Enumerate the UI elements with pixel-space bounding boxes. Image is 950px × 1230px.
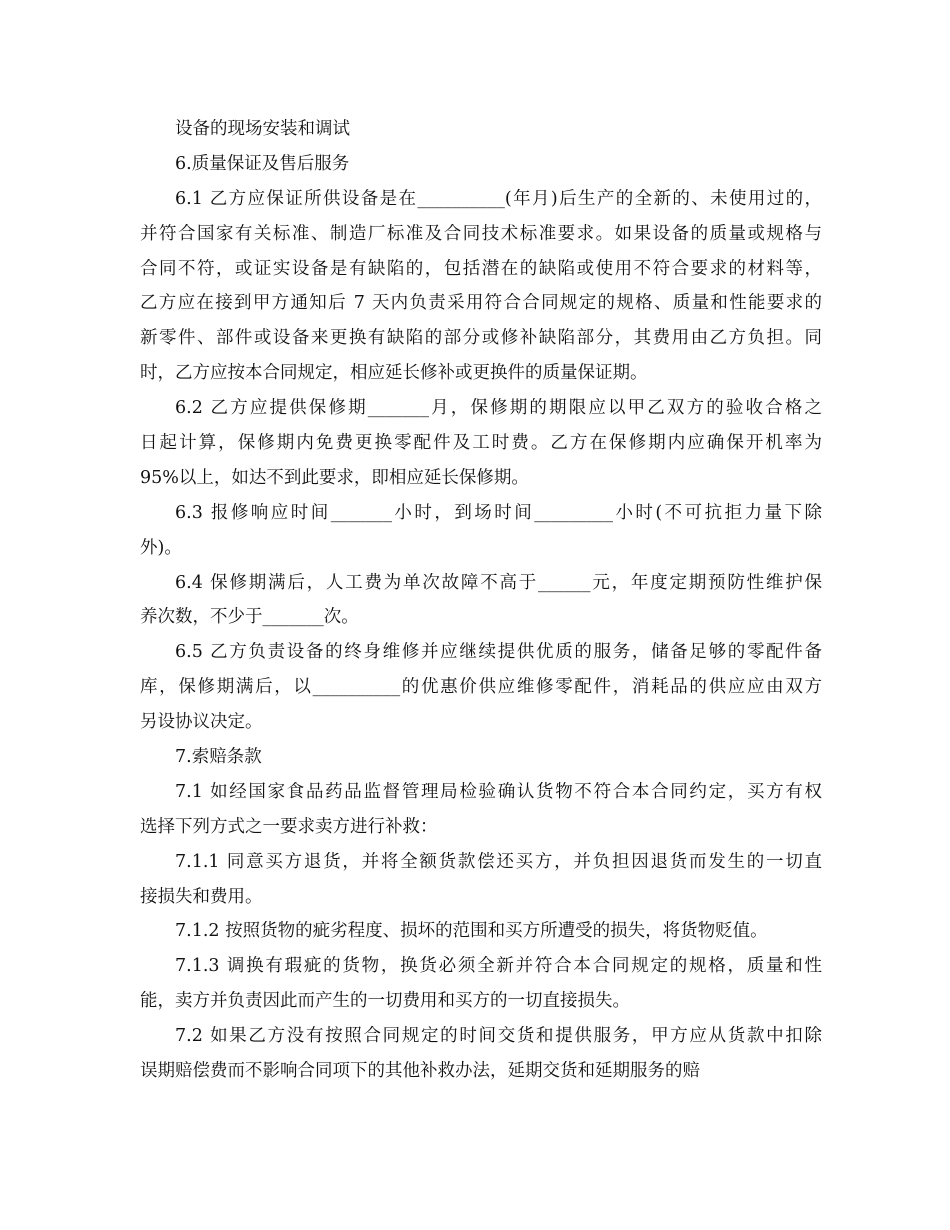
document-line: 误期赔偿费而不影响合同项下的其他补救办法，延期交货和延期服务的赔: [140, 1061, 700, 1082]
document-line: 7.1.3 调换有瑕疵的货物，换货必须全新并符合本合同规定的规格，质量和性: [175, 956, 822, 977]
document-line: 养次数，不少于_______次。: [140, 607, 359, 628]
document-line: 外)。: [140, 537, 182, 558]
document-line: 7.2 如果乙方没有按照合同规定的时间交货和提供服务，甲方应从货款中扣除: [175, 1026, 822, 1047]
document-line: 库，保修期满后，以__________的优惠价供应维修零配件，消耗品的供应应由双方: [140, 677, 822, 698]
document-line: 接损失和费用。: [140, 886, 263, 907]
document-line: 合同不符，或证实设备是有缺陷的，包括潜在的缺陷或使用不符合要求的材料等，: [140, 258, 822, 279]
document-line: 时，乙方应按本合同规定，相应延长修补或更换件的质量保证期。: [140, 363, 648, 384]
document-line: 7.1.2 按照货物的疵劣程度、损坏的范围和买方所遭受的损失，将货物贬值。: [175, 921, 768, 942]
document-line: 7.索赔条款: [175, 747, 262, 768]
document-line: 7.1.1 同意买方退货，并将全额货款偿还买方，并负担因退货而发生的一切直: [175, 851, 822, 872]
document-line: 新零件、部件或设备来更换有缺陷的部分或修补缺陷部分，其费用由乙方负担。同: [140, 328, 822, 349]
document-line: 能，卖方并负责因此而产生的一切费用和买方的一切直接损失。: [140, 991, 630, 1012]
document-line: 6.3 报修响应时间_______小时，到场时间_________小时(不可抗拒力量下除: [175, 502, 822, 523]
document-line: 6.1 乙方应保证所供设备是在__________(年月)后生产的全新的、未使用过的，: [175, 188, 822, 209]
document-line: 6.2 乙方应提供保修期_______月，保修期的期限应以甲乙双方的验收合格之: [175, 398, 822, 419]
document-line: 6.4 保修期满后，人工费为单次故障不高于______元，年度定期预防性维护保: [175, 572, 822, 593]
document-line: 另设协议决定。: [140, 712, 263, 733]
document-line: 95%以上，如达不到此要求，即相应延长保修期。: [140, 467, 529, 488]
document-line: 6.5 乙方负责设备的终身维修并应继续提供优质的服务，储备足够的零配件备: [175, 642, 822, 663]
document-line: 6.质量保证及售后服务: [175, 153, 350, 174]
document-line: 7.1 如经国家食品药品监督管理局检验确认货物不符合本合同约定，买方有权: [175, 781, 822, 802]
document-body: [140, 112, 822, 1089]
document-line: 乙方应在接到甲方通知后 7 天内负责采用符合合同规定的规格、质量和性能要求的: [140, 293, 822, 314]
document-line: 并符合国家有关标准、制造厂标准及合同技术标准要求。如果设备的质量或规格与: [140, 223, 822, 244]
document-line: 选择下列方式之一要求卖方进行补救：: [140, 816, 438, 837]
document-line: 设备的现场安装和调试: [175, 119, 350, 139]
document-line: 日起计算，保修期内免费更换零配件及工时费。乙方在保修期内应确保开机率为: [140, 433, 822, 454]
